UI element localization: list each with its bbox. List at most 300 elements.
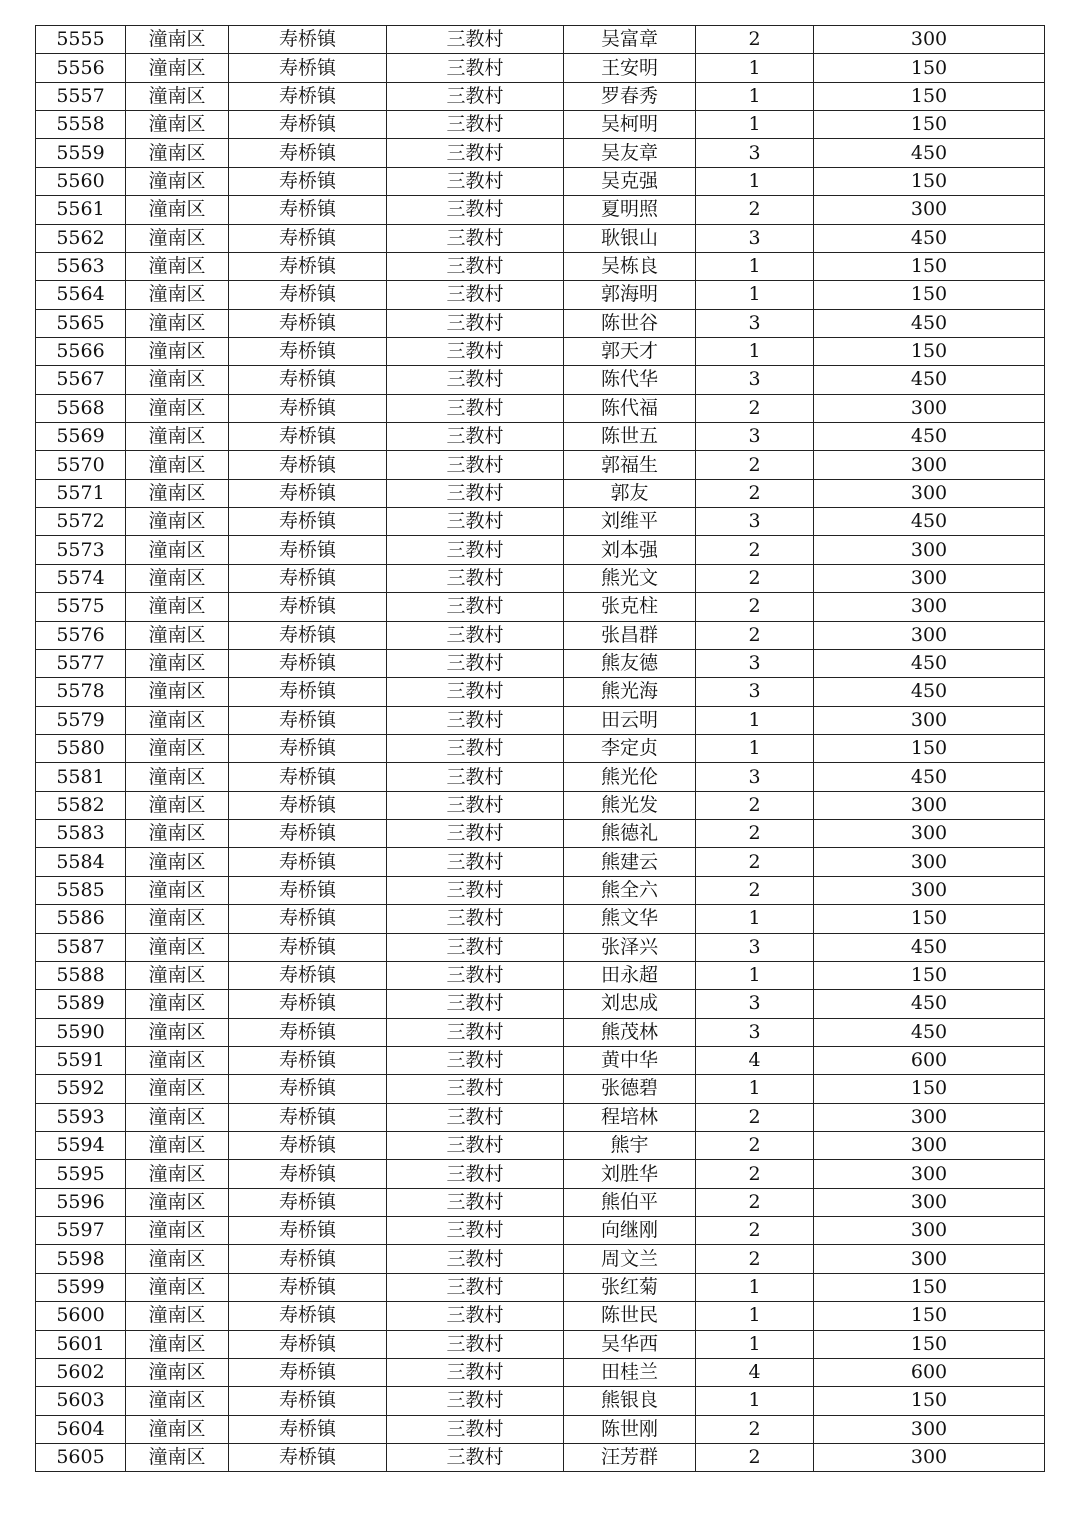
table-row	[36, 791, 1045, 819]
table-row	[36, 706, 1045, 734]
district-cell: 潼南区	[126, 734, 229, 762]
district-cell: 潼南区	[126, 706, 229, 734]
district-cell: 潼南区	[126, 536, 229, 564]
table-row	[36, 848, 1045, 876]
name-cell: 张泽兴	[564, 933, 696, 961]
serial-number-cell: 5573	[36, 536, 126, 564]
amount-cell: 450	[814, 649, 1045, 677]
district-cell: 潼南区	[126, 1132, 229, 1160]
serial-number-cell: 5604	[36, 1415, 126, 1443]
amount-cell: 150	[814, 167, 1045, 195]
amount-cell: 450	[814, 309, 1045, 337]
household-size-cell: 2	[696, 876, 814, 904]
household-size-cell: 1	[696, 337, 814, 365]
town-cell: 寿桥镇	[229, 1302, 387, 1330]
district-cell: 潼南区	[126, 366, 229, 394]
name-cell: 耿银山	[564, 224, 696, 252]
name-cell: 田桂兰	[564, 1358, 696, 1386]
serial-number-cell: 5601	[36, 1330, 126, 1358]
household-size-cell: 1	[696, 1273, 814, 1301]
town-cell: 寿桥镇	[229, 1160, 387, 1188]
district-cell: 潼南区	[126, 1217, 229, 1245]
town-cell: 寿桥镇	[229, 593, 387, 621]
table-row	[36, 508, 1045, 536]
village-cell: 三教村	[387, 196, 564, 224]
name-cell: 吴柯明	[564, 111, 696, 139]
table-row	[36, 224, 1045, 252]
town-cell: 寿桥镇	[229, 1217, 387, 1245]
town-cell: 寿桥镇	[229, 1330, 387, 1358]
household-size-cell: 4	[696, 1358, 814, 1386]
name-cell: 田云明	[564, 706, 696, 734]
district-cell: 潼南区	[126, 763, 229, 791]
district-cell: 潼南区	[126, 876, 229, 904]
amount-cell: 150	[814, 734, 1045, 762]
district-cell: 潼南区	[126, 678, 229, 706]
household-size-cell: 3	[696, 678, 814, 706]
town-cell: 寿桥镇	[229, 961, 387, 989]
amount-cell: 300	[814, 1132, 1045, 1160]
serial-number-cell: 5556	[36, 54, 126, 82]
name-cell: 黄中华	[564, 1046, 696, 1074]
amount-cell: 300	[814, 1103, 1045, 1131]
serial-number-cell: 5593	[36, 1103, 126, 1131]
town-cell: 寿桥镇	[229, 1415, 387, 1443]
household-size-cell: 1	[696, 734, 814, 762]
name-cell: 陈世刚	[564, 1415, 696, 1443]
table-row	[36, 252, 1045, 280]
town-cell: 寿桥镇	[229, 1018, 387, 1046]
name-cell: 吴友章	[564, 139, 696, 167]
serial-number-cell: 5570	[36, 451, 126, 479]
village-cell: 三教村	[387, 791, 564, 819]
serial-number-cell: 5572	[36, 508, 126, 536]
amount-cell: 450	[814, 508, 1045, 536]
name-cell: 陈代华	[564, 366, 696, 394]
town-cell: 寿桥镇	[229, 876, 387, 904]
serial-number-cell: 5597	[36, 1217, 126, 1245]
household-size-cell: 2	[696, 848, 814, 876]
amount-cell: 450	[814, 763, 1045, 791]
village-cell: 三教村	[387, 54, 564, 82]
amount-cell: 300	[814, 706, 1045, 734]
name-cell: 熊光发	[564, 791, 696, 819]
name-cell: 张昌群	[564, 621, 696, 649]
serial-number-cell: 5584	[36, 848, 126, 876]
serial-number-cell: 5602	[36, 1358, 126, 1386]
amount-cell: 150	[814, 905, 1045, 933]
table-row	[36, 1188, 1045, 1216]
district-cell: 潼南区	[126, 1075, 229, 1103]
district-cell: 潼南区	[126, 196, 229, 224]
district-cell: 潼南区	[126, 82, 229, 110]
household-size-cell: 3	[696, 423, 814, 451]
town-cell: 寿桥镇	[229, 1132, 387, 1160]
amount-cell: 300	[814, 451, 1045, 479]
town-cell: 寿桥镇	[229, 1075, 387, 1103]
serial-number-cell: 5594	[36, 1132, 126, 1160]
amount-cell: 450	[814, 366, 1045, 394]
serial-number-cell: 5583	[36, 820, 126, 848]
village-cell: 三教村	[387, 252, 564, 280]
district-cell: 潼南区	[126, 1160, 229, 1188]
serial-number-cell: 5603	[36, 1387, 126, 1415]
town-cell: 寿桥镇	[229, 1103, 387, 1131]
district-cell: 潼南区	[126, 1330, 229, 1358]
district-cell: 潼南区	[126, 224, 229, 252]
serial-number-cell: 5578	[36, 678, 126, 706]
district-cell: 潼南区	[126, 479, 229, 507]
amount-cell: 300	[814, 791, 1045, 819]
serial-number-cell: 5564	[36, 281, 126, 309]
household-size-cell: 2	[696, 1415, 814, 1443]
village-cell: 三教村	[387, 1443, 564, 1471]
name-cell: 熊茂林	[564, 1018, 696, 1046]
amount-cell: 450	[814, 1018, 1045, 1046]
serial-number-cell: 5575	[36, 593, 126, 621]
village-cell: 三教村	[387, 1387, 564, 1415]
name-cell: 郭友	[564, 479, 696, 507]
district-cell: 潼南区	[126, 1415, 229, 1443]
household-size-cell: 2	[696, 820, 814, 848]
district-cell: 潼南区	[126, 1188, 229, 1216]
town-cell: 寿桥镇	[229, 1245, 387, 1273]
name-cell: 熊银良	[564, 1387, 696, 1415]
household-size-cell: 3	[696, 649, 814, 677]
table-row	[36, 1330, 1045, 1358]
serial-number-cell: 5605	[36, 1443, 126, 1471]
village-cell: 三教村	[387, 763, 564, 791]
town-cell: 寿桥镇	[229, 366, 387, 394]
village-cell: 三教村	[387, 621, 564, 649]
amount-cell: 150	[814, 1302, 1045, 1330]
name-cell: 熊宇	[564, 1132, 696, 1160]
household-size-cell: 2	[696, 479, 814, 507]
name-cell: 陈代福	[564, 394, 696, 422]
household-size-cell: 3	[696, 224, 814, 252]
amount-cell: 300	[814, 26, 1045, 54]
household-size-cell: 3	[696, 933, 814, 961]
district-cell: 潼南区	[126, 167, 229, 195]
district-cell: 潼南区	[126, 1358, 229, 1386]
table-row	[36, 1046, 1045, 1074]
name-cell: 张红菊	[564, 1273, 696, 1301]
village-cell: 三教村	[387, 1046, 564, 1074]
household-size-cell: 1	[696, 1387, 814, 1415]
amount-cell: 450	[814, 139, 1045, 167]
village-cell: 三教村	[387, 905, 564, 933]
town-cell: 寿桥镇	[229, 1387, 387, 1415]
town-cell: 寿桥镇	[229, 905, 387, 933]
household-size-cell: 2	[696, 1443, 814, 1471]
table-row	[36, 1387, 1045, 1415]
table-row	[36, 394, 1045, 422]
table-body	[36, 26, 1045, 1472]
amount-cell: 450	[814, 678, 1045, 706]
village-cell: 三教村	[387, 451, 564, 479]
name-cell: 熊伯平	[564, 1188, 696, 1216]
serial-number-cell: 5600	[36, 1302, 126, 1330]
household-size-cell: 1	[696, 706, 814, 734]
name-cell: 周文兰	[564, 1245, 696, 1273]
name-cell: 吴富章	[564, 26, 696, 54]
serial-number-cell: 5585	[36, 876, 126, 904]
serial-number-cell: 5577	[36, 649, 126, 677]
village-cell: 三教村	[387, 876, 564, 904]
name-cell: 熊建云	[564, 848, 696, 876]
village-cell: 三教村	[387, 933, 564, 961]
amount-cell: 300	[814, 536, 1045, 564]
household-size-cell: 1	[696, 1330, 814, 1358]
table-row	[36, 905, 1045, 933]
household-size-cell: 1	[696, 111, 814, 139]
town-cell: 寿桥镇	[229, 479, 387, 507]
town-cell: 寿桥镇	[229, 848, 387, 876]
household-size-cell: 3	[696, 1018, 814, 1046]
name-cell: 刘本强	[564, 536, 696, 564]
household-size-cell: 2	[696, 451, 814, 479]
town-cell: 寿桥镇	[229, 139, 387, 167]
village-cell: 三教村	[387, 820, 564, 848]
name-cell: 郭天才	[564, 337, 696, 365]
table-row	[36, 423, 1045, 451]
serial-number-cell: 5586	[36, 905, 126, 933]
district-cell: 潼南区	[126, 508, 229, 536]
name-cell: 吴克强	[564, 167, 696, 195]
name-cell: 熊光伦	[564, 763, 696, 791]
village-cell: 三教村	[387, 1132, 564, 1160]
table-row	[36, 1358, 1045, 1386]
village-cell: 三教村	[387, 281, 564, 309]
serial-number-cell: 5579	[36, 706, 126, 734]
village-cell: 三教村	[387, 1302, 564, 1330]
table-row	[36, 593, 1045, 621]
household-size-cell: 2	[696, 593, 814, 621]
district-cell: 潼南区	[126, 621, 229, 649]
district-cell: 潼南区	[126, 309, 229, 337]
serial-number-cell: 5568	[36, 394, 126, 422]
household-size-cell: 1	[696, 54, 814, 82]
town-cell: 寿桥镇	[229, 309, 387, 337]
district-cell: 潼南区	[126, 1103, 229, 1131]
district-cell: 潼南区	[126, 961, 229, 989]
table-row	[36, 649, 1045, 677]
district-cell: 潼南区	[126, 1018, 229, 1046]
table-row	[36, 621, 1045, 649]
village-cell: 三教村	[387, 990, 564, 1018]
table-row	[36, 961, 1045, 989]
household-size-cell: 2	[696, 1103, 814, 1131]
district-cell: 潼南区	[126, 564, 229, 592]
table-row	[36, 933, 1045, 961]
village-cell: 三教村	[387, 224, 564, 252]
table-row	[36, 564, 1045, 592]
serial-number-cell: 5596	[36, 1188, 126, 1216]
table-row	[36, 678, 1045, 706]
amount-cell: 300	[814, 1160, 1045, 1188]
table-row	[36, 1132, 1045, 1160]
name-cell: 熊友德	[564, 649, 696, 677]
village-cell: 三教村	[387, 111, 564, 139]
amount-cell: 450	[814, 933, 1045, 961]
town-cell: 寿桥镇	[229, 167, 387, 195]
serial-number-cell: 5569	[36, 423, 126, 451]
village-cell: 三教村	[387, 26, 564, 54]
village-cell: 三教村	[387, 508, 564, 536]
serial-number-cell: 5591	[36, 1046, 126, 1074]
household-size-cell: 2	[696, 1132, 814, 1160]
village-cell: 三教村	[387, 1273, 564, 1301]
town-cell: 寿桥镇	[229, 621, 387, 649]
village-cell: 三教村	[387, 309, 564, 337]
town-cell: 寿桥镇	[229, 536, 387, 564]
district-cell: 潼南区	[126, 820, 229, 848]
name-cell: 王安明	[564, 54, 696, 82]
serial-number-cell: 5595	[36, 1160, 126, 1188]
town-cell: 寿桥镇	[229, 1443, 387, 1471]
district-cell: 潼南区	[126, 1443, 229, 1471]
district-cell: 潼南区	[126, 593, 229, 621]
district-cell: 潼南区	[126, 1302, 229, 1330]
district-cell: 潼南区	[126, 848, 229, 876]
town-cell: 寿桥镇	[229, 933, 387, 961]
serial-number-cell: 5560	[36, 167, 126, 195]
town-cell: 寿桥镇	[229, 423, 387, 451]
serial-number-cell: 5571	[36, 479, 126, 507]
serial-number-cell: 5558	[36, 111, 126, 139]
amount-cell: 150	[814, 961, 1045, 989]
table-row	[36, 479, 1045, 507]
town-cell: 寿桥镇	[229, 337, 387, 365]
name-cell: 李定贞	[564, 734, 696, 762]
amount-cell: 600	[814, 1046, 1045, 1074]
table-row	[36, 990, 1045, 1018]
town-cell: 寿桥镇	[229, 763, 387, 791]
village-cell: 三教村	[387, 479, 564, 507]
household-size-cell: 3	[696, 139, 814, 167]
serial-number-cell: 5566	[36, 337, 126, 365]
amount-cell: 300	[814, 196, 1045, 224]
table-row	[36, 1302, 1045, 1330]
town-cell: 寿桥镇	[229, 734, 387, 762]
village-cell: 三教村	[387, 394, 564, 422]
table-row	[36, 734, 1045, 762]
table-row	[36, 281, 1045, 309]
household-size-cell: 3	[696, 508, 814, 536]
name-cell: 汪芳群	[564, 1443, 696, 1471]
district-cell: 潼南区	[126, 451, 229, 479]
amount-cell: 300	[814, 394, 1045, 422]
table-row	[36, 876, 1045, 904]
amount-cell: 300	[814, 876, 1045, 904]
table-row	[36, 1273, 1045, 1301]
town-cell: 寿桥镇	[229, 252, 387, 280]
name-cell: 刘忠成	[564, 990, 696, 1018]
town-cell: 寿桥镇	[229, 706, 387, 734]
serial-number-cell: 5559	[36, 139, 126, 167]
table-row	[36, 366, 1045, 394]
serial-number-cell: 5592	[36, 1075, 126, 1103]
household-size-cell: 2	[696, 1160, 814, 1188]
amount-cell: 300	[814, 820, 1045, 848]
district-cell: 潼南区	[126, 1245, 229, 1273]
table-row	[36, 1075, 1045, 1103]
name-cell: 熊光海	[564, 678, 696, 706]
household-size-cell: 1	[696, 1302, 814, 1330]
data-table	[35, 25, 1045, 1472]
serial-number-cell: 5576	[36, 621, 126, 649]
town-cell: 寿桥镇	[229, 196, 387, 224]
district-cell: 潼南区	[126, 26, 229, 54]
village-cell: 三教村	[387, 1018, 564, 1046]
amount-cell: 150	[814, 82, 1045, 110]
household-size-cell: 1	[696, 961, 814, 989]
amount-cell: 300	[814, 1245, 1045, 1273]
table-row	[36, 167, 1045, 195]
name-cell: 向继刚	[564, 1217, 696, 1245]
village-cell: 三教村	[387, 1103, 564, 1131]
village-cell: 三教村	[387, 337, 564, 365]
village-cell: 三教村	[387, 734, 564, 762]
district-cell: 潼南区	[126, 337, 229, 365]
name-cell: 郭海明	[564, 281, 696, 309]
village-cell: 三教村	[387, 82, 564, 110]
serial-number-cell: 5561	[36, 196, 126, 224]
table-row	[36, 337, 1045, 365]
household-size-cell: 1	[696, 1075, 814, 1103]
serial-number-cell: 5563	[36, 252, 126, 280]
amount-cell: 300	[814, 1188, 1045, 1216]
amount-cell: 300	[814, 479, 1045, 507]
amount-cell: 450	[814, 990, 1045, 1018]
household-size-cell: 2	[696, 791, 814, 819]
amount-cell: 300	[814, 564, 1045, 592]
town-cell: 寿桥镇	[229, 564, 387, 592]
village-cell: 三教村	[387, 167, 564, 195]
town-cell: 寿桥镇	[229, 820, 387, 848]
district-cell: 潼南区	[126, 1273, 229, 1301]
name-cell: 罗春秀	[564, 82, 696, 110]
village-cell: 三教村	[387, 848, 564, 876]
village-cell: 三教村	[387, 649, 564, 677]
table-row	[36, 1160, 1045, 1188]
district-cell: 潼南区	[126, 1387, 229, 1415]
name-cell: 吴栋良	[564, 252, 696, 280]
village-cell: 三教村	[387, 536, 564, 564]
table-row	[36, 82, 1045, 110]
household-size-cell: 2	[696, 1188, 814, 1216]
village-cell: 三教村	[387, 139, 564, 167]
serial-number-cell: 5555	[36, 26, 126, 54]
name-cell: 刘维平	[564, 508, 696, 536]
amount-cell: 300	[814, 621, 1045, 649]
table-row	[36, 1415, 1045, 1443]
household-size-cell: 4	[696, 1046, 814, 1074]
village-cell: 三教村	[387, 706, 564, 734]
town-cell: 寿桥镇	[229, 54, 387, 82]
serial-number-cell: 5599	[36, 1273, 126, 1301]
serial-number-cell: 5582	[36, 791, 126, 819]
town-cell: 寿桥镇	[229, 1358, 387, 1386]
household-size-cell: 1	[696, 167, 814, 195]
village-cell: 三教村	[387, 678, 564, 706]
name-cell: 熊文华	[564, 905, 696, 933]
town-cell: 寿桥镇	[229, 281, 387, 309]
town-cell: 寿桥镇	[229, 394, 387, 422]
amount-cell: 450	[814, 423, 1045, 451]
household-size-cell: 2	[696, 1245, 814, 1273]
serial-number-cell: 5588	[36, 961, 126, 989]
